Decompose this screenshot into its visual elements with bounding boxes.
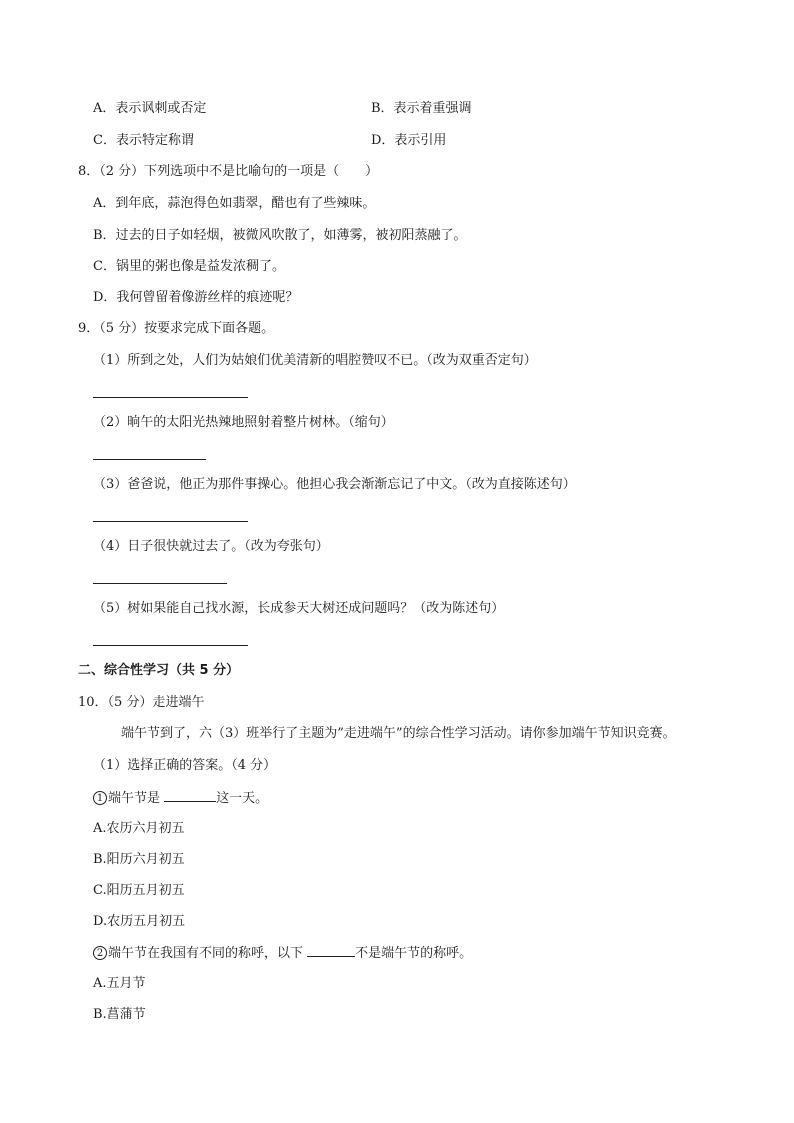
q10-sub2-text-before: 端午节在我国有不同的称呼，以下 [108,946,304,961]
q10-sub2-text-after: 不是端午节的称呼。 [355,946,473,961]
q10-stem: 10．（5 分）走进端午 [78,695,205,710]
q7-option-c: C．表示特定称谓 [93,133,194,148]
q10-sub1-option-c: C.阳历五月初五 [93,883,185,898]
q10-intro: 端午节到了，六（3）班举行了主题为”走进端午”的综合性学习活动。请你参加端午节知识竞赛。 [121,726,676,741]
q10-part1: （1）选择正确的答案。（4 分） [93,758,277,773]
q7-option-a: A．表示讽刺或否定 [93,101,207,116]
q8-stem: 8．（2 分）下列选项中不是比喻句的一项是（ ） [78,164,379,179]
q9-answer-line-3[interactable] [93,521,248,522]
q10-sub1-option-d: D.农历五月初五 [93,914,186,929]
q10-sub1 [93,789,268,808]
q8-option-c: C．锅里的粥也像是益发浓稠了。 [93,259,285,274]
q9-answer-line-1[interactable] [93,397,248,398]
q10-sub2-blank[interactable] [307,944,355,957]
q10-sub1-text-after: 这一天。 [216,791,269,806]
q10-sub2-option-a: A.五月节 [93,976,146,991]
circled-number-1: 1 [93,791,107,805]
q7-option-d: D．表示引用 [371,133,447,148]
q7-option-b: B．表示着重强调 [371,101,472,116]
q9-answer-line-4[interactable] [93,583,227,584]
q9-sub2: （2）晌午的太阳光热辣地照射着整片树林。（缩句） [93,415,394,430]
q8-option-b: B．过去的日子如轻烟，被微风吹散了，如薄雾，被初阳蒸融了。 [93,228,467,243]
circled-number-2: 2 [93,946,107,960]
q8-option-a: A．到年底，蒜泡得色如翡翠，醋也有了些辣味。 [93,196,376,211]
q9-sub5: （5）树如果能自己找水源，长成参天大树还成问题吗？（改为陈述句） [93,601,505,616]
q9-sub1: （1）所到之处，人们为姑娘们优美清新的唱腔赞叹不已。（改为双重否定句） [93,353,537,368]
q10-sub1-blank[interactable] [164,789,216,802]
q9-sub3: （3）爸爸说，他正为那件事操心。他担心我会渐渐忘记了中文。（改为直接陈述句） [93,477,576,492]
q10-sub1-option-a: A.农历六月初五 [93,821,185,836]
q10-sub1-option-b: B.阳历六月初五 [93,852,185,867]
q10-sub2-option-b: B.菖蒲节 [93,1007,146,1022]
q8-option-d: D．我何曾留着像游丝样的痕迹呢？ [93,290,299,305]
q9-sub4: （4）日子很快就过去了。（改为夸张句） [93,539,329,554]
q10-sub2 [93,944,472,963]
q9-stem: 9．（5 分）按要求完成下面各题。 [78,321,275,336]
q9-answer-line-5[interactable] [93,645,248,646]
q9-answer-line-2[interactable] [93,459,206,460]
q10-sub1-text-before: 端午节是 [108,791,161,806]
section-heading: 二、综合性学习（共 5 分） [78,663,240,678]
